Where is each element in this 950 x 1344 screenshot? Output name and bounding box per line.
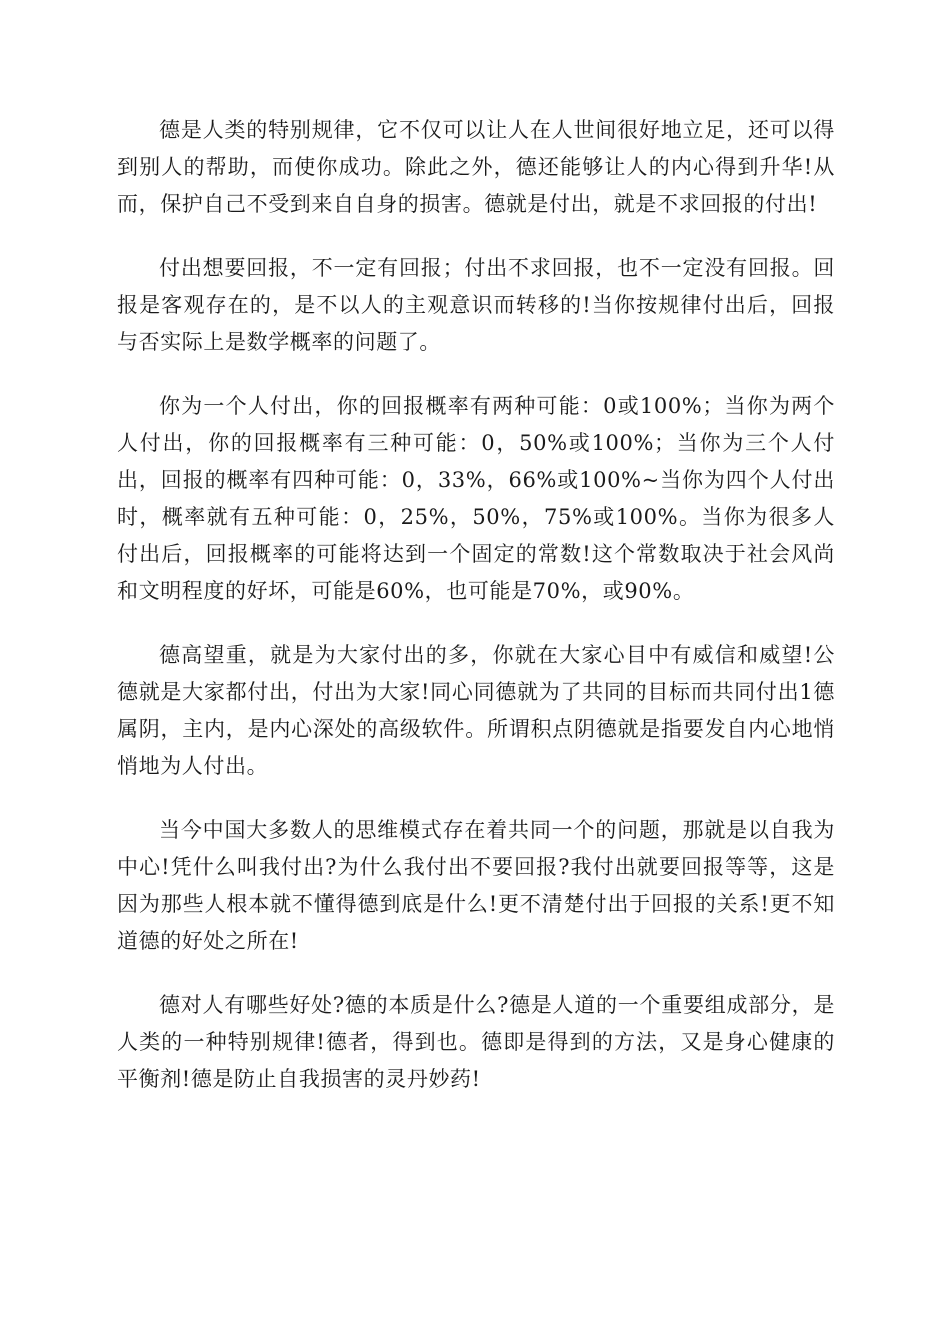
paragraph-3: 你为一个人付出，你的回报概率有两种可能：0或100%；当你为两个人付出，你的回报概率有三种可能：0，50%或100%；当你为三个人付出，回报的概率有四种可能：0，33%，66%或100%~当你为四个人付出时，概率就有五种可能：0，25%，50%，75%或100%。当你为很多人付出后，回报概率的可能将达到一个固定的常数!这个常数取决于社会风尚和文明程度的好坏，可能是60%，也可能是70%，或90%。	[117, 394, 835, 603]
paragraph-5: 当今中国大多数人的思维模式存在着共同一个的问题，那就是以自我为中心!凭什么叫我付出?为什么我付出不要回报?我付出就要回报等等，这是因为那些人根本就不懂得德到底是什么!更不清楚付出于回报的关系!更不知道德的好处之所在!	[117, 818, 835, 953]
paragraph-1: 德是人类的特别规律，它不仅可以让人在人世间很好地立足，还可以得到别人的帮助，而使你成功。除此之外，德还能够让人的内心得到升华!从而，保护自己不受到来自自身的损害。德就是付出，就是不求回报的付出!	[117, 118, 835, 216]
paragraph-4: 德高望重，就是为大家付出的多，你就在大家心目中有威信和威望!公德就是大家都付出，付出为大家!同心同德就为了共同的目标而共同付出1德属阴，主内，是内心深处的高级软件。所谓积点阴德就是指要发自内心地悄悄地为人付出。	[117, 643, 835, 778]
paragraph-2: 付出想要回报，不一定有回报；付出不求回报，也不一定没有回报。回报是客观存在的，是不以人的主观意识而转移的!当你按规律付出后，回报与否实际上是数学概率的问题了。	[117, 256, 835, 354]
paragraph-6: 德对人有哪些好处?德的本质是什么?德是人道的一个重要组成部分，是人类的一种特别规律!德者，得到也。德即是得到的方法，又是身心健康的平衡剂!德是防止自我损害的灵丹妙药!	[117, 993, 835, 1091]
document-body	[117, 112, 835, 1125]
